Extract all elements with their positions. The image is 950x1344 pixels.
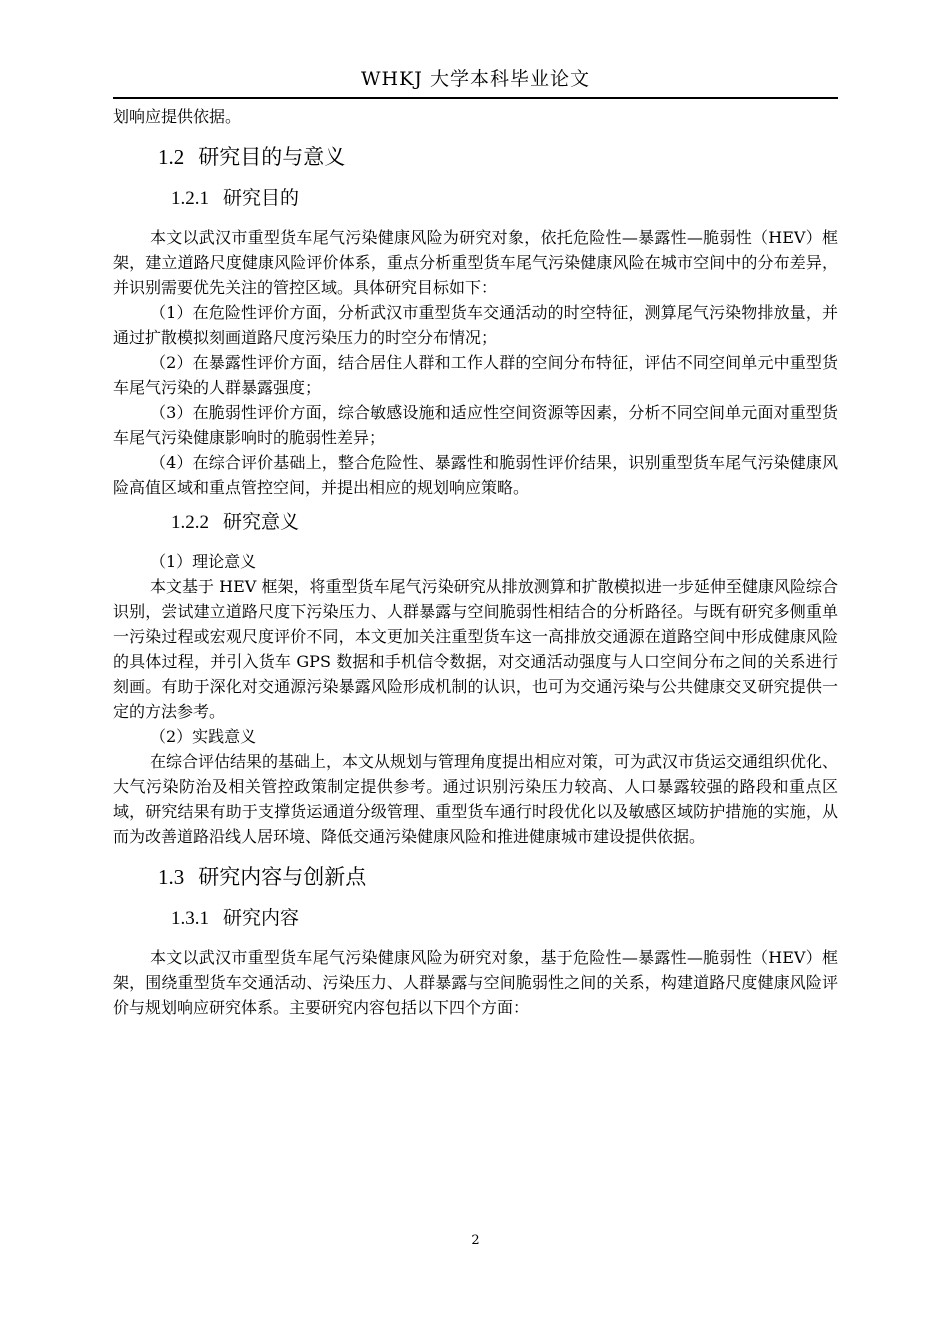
theory-significance-label: （1）理论意义	[150, 552, 257, 571]
paragraph-research-purpose: 本文以武汉市重型货车尾气污染健康风险为研究对象，依托危险性—暴露性—脆弱性（HEV）框架，建立道路尺度健康风险评价体系，重点分析重型货车尾气污染健康风险在城市空间中的分布差异，并识别需要优先关注的管控区域。具体研究目标如下：	[113, 228, 838, 297]
subsection-title: 研究意义	[223, 511, 300, 533]
practice-significance-label: （2）实践意义	[150, 727, 257, 746]
subsection-heading-1-3-1	[171, 904, 838, 933]
subsection-heading-1-2-2	[171, 508, 838, 537]
section-heading-1-2	[158, 142, 838, 172]
subsection-heading-1-2-1	[171, 184, 838, 213]
list-item-goal-3: （3）在脆弱性评价方面，综合敏感设施和适应性空间资源等因素，分析不同空间单元面对重型货车尾气污染健康影响时的脆弱性差异；	[113, 403, 838, 447]
list-item-goal-2: （2）在暴露性评价方面，结合居住人群和工作人群的空间分布特征，评估不同空间单元中重型货车尾气污染的人群暴露强度；	[113, 353, 838, 397]
subsection-number: 1.2.1	[171, 188, 209, 209]
section-number: 1.3	[158, 865, 185, 889]
paragraph-practice-significance: 在综合评估结果的基础上，本文从规划与管理角度提出相应对策，可为武汉市货运交通组织优化、大气污染防治及相关管控政策制定提供参考。通过识别污染压力较高、人口暴露较强的路段和重点区域，研究结果有助于支撑货运通道分级管理、重型货车通行时段优化以及敏感区域防护措施的实施，从而为改善道路沿线人居环境、降低交通污染健康风险和推进健康城市建设提供依据。	[113, 752, 839, 846]
document-body	[113, 104, 838, 1020]
paragraph-research-content: 本文以武汉市重型货车尾气污染健康风险为研究对象，基于危险性—暴露性—脆弱性（HEV）框架，围绕重型货车交通活动、污染压力、人群暴露与空间脆弱性之间的关系，构建道路尺度健康风险评价与规划响应研究体系。主要研究内容包括以下四个方面：	[113, 948, 838, 1017]
section-number: 1.2	[158, 145, 185, 169]
section-heading-1-3	[158, 862, 838, 892]
list-item-goal-4: （4）在综合评价基础上，整合危险性、暴露性和脆弱性评价结果，识别重型货车尾气污染健康风险高值区域和重点管控空间，并提出相应的规划响应策略。	[113, 453, 838, 497]
page-header: WHKJ 大学本科毕业论文	[361, 68, 590, 90]
page-number: 2	[471, 1233, 480, 1248]
subsection-number: 1.3.1	[171, 908, 209, 929]
subsection-title: 研究目的	[223, 187, 300, 209]
header-rule	[113, 97, 838, 99]
section-title: 研究内容与创新点	[198, 865, 367, 889]
section-title: 研究目的与意义	[198, 145, 346, 169]
list-item-goal-1: （1）在危险性评价方面，分析武汉市重型货车交通活动的时空特征，测算尾气污染物排放量，并通过扩散模拟刻画道路尺度污染压力的时空分布情况；	[113, 303, 838, 347]
subsection-number: 1.2.2	[171, 512, 209, 533]
paragraph-theory-significance: 本文基于 HEV 框架，将重型货车尾气污染研究从排放测算和扩散模拟进一步延伸至健康风险综合识别，尝试建立道路尺度下污染压力、人群暴露与空间脆弱性相结合的分析路径。与既有研究多侧重单一污染过程或宏观尺度评价不同，本文更加关注重型货车这一高排放交通源在道路空间中形成健康风险的具体过程，并引入货车 GPS 数据和手机信令数据，对交通活动强度与人口空间分布之间的关系进行刻画。有助于深化对交通源污染暴露风险形成机制的认识，也可为交通污染与公共健康交叉研究提供一定的方法参考。	[113, 577, 838, 721]
subsection-title: 研究内容	[223, 907, 300, 929]
paragraph-intro-tail: 划响应提供依据。	[113, 107, 242, 126]
